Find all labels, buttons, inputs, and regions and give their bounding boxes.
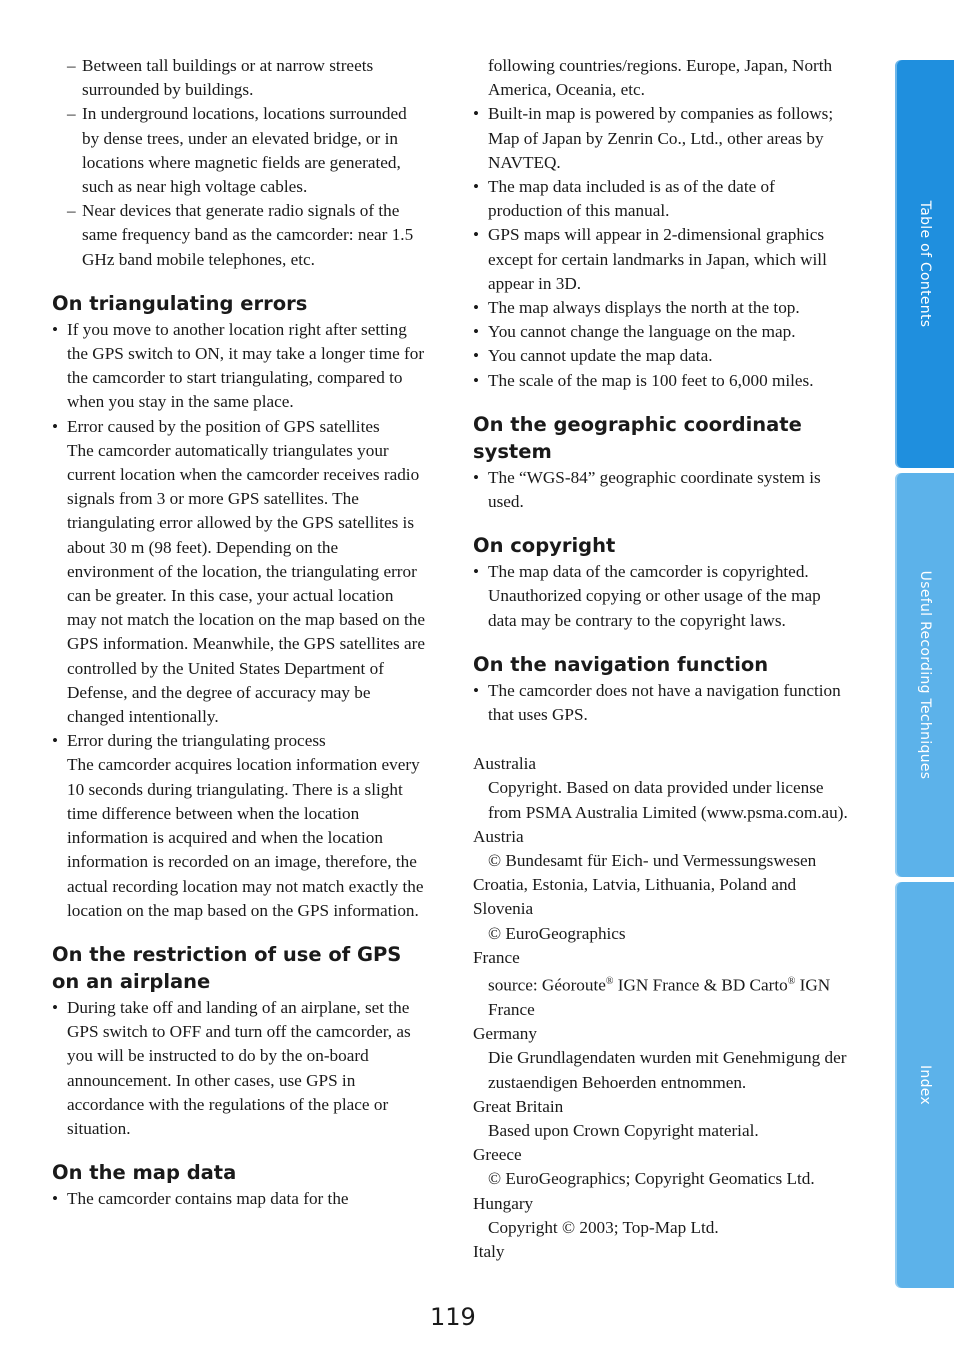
airplane-list xyxy=(52,996,427,1141)
heading-map-data: On the map data xyxy=(52,1161,237,1185)
credit-country: Croatia, Estonia, Latvia, Lithuania, Poland and Slovenia xyxy=(473,875,797,919)
bullet-item: • Built-in map is powered by companies as follows; Map of Japan by Zenrin Co., Ltd., other areas by NAVTEQ. xyxy=(473,102,853,175)
triangulating-list xyxy=(52,318,427,923)
registered-mark: ® xyxy=(787,976,796,988)
bullet-item: • You cannot change the language on the map. xyxy=(473,320,853,344)
bullet-item: • The map always displays the north at the top. xyxy=(473,296,853,320)
map-data-list xyxy=(52,1187,427,1211)
registered-mark: ® xyxy=(605,976,614,988)
left-column xyxy=(52,54,427,1211)
copyright-list xyxy=(473,560,853,633)
geo-list xyxy=(473,466,853,514)
bullet-item: • The camcorder contains map data for the xyxy=(52,1187,427,1211)
bullet-body: The camcorder acquires location information every 10 seconds during triangulating. There is a slight time difference between when the location information is acquired and when the location information is recorded on an image, therefore, the actual recording location may not match exactly the location on the map based on the GPS information. xyxy=(67,755,424,920)
credit-fragment: IGN France xyxy=(488,975,831,1020)
credit-text: © EuroGeographics; Copyright Geomatics Ltd. xyxy=(488,1169,815,1189)
dash-item: – In underground locations, locations surrounded by dense trees, under an elevated bridge, or in locations where magnetic fields are generated, such as near high voltage cables. xyxy=(52,102,427,199)
tab-label: Index xyxy=(916,1064,933,1106)
map-data-continued: following countries/regions. Europe, Japan, North America, Oceania, etc. xyxy=(488,56,833,100)
bullet-item: • The map data included is as of the date of production of this manual. xyxy=(473,175,853,223)
bullet-item: • The “WGS-84” geographic coordinate system is used. xyxy=(473,466,853,514)
spacer xyxy=(473,727,853,752)
tab-table-of-contents[interactable] xyxy=(895,60,954,468)
bullet-title: Error caused by the position of GPS satellites xyxy=(67,416,380,436)
credit-text: Copyright © 2003; Top-Map Ltd. xyxy=(488,1217,719,1237)
heading-triangulating-errors: On triangulating errors xyxy=(52,291,308,315)
heading-navigation: On the navigation function xyxy=(473,652,769,676)
credit-fragment: IGN France & BD Carto xyxy=(613,975,788,995)
credit-country: Hungary xyxy=(473,1193,534,1213)
bullet-item: • GPS maps will appear in 2-dimensional graphics except for certain landmarks in Japan, which will appear in 3D. xyxy=(473,223,853,296)
bullet-item xyxy=(52,415,427,730)
bullet-item: • You cannot update the map data. xyxy=(473,344,853,368)
credit-text: Based upon Crown Copyright material. xyxy=(488,1121,759,1141)
bullet-item: • The scale of the map is 100 feet to 6,000 miles. xyxy=(473,369,853,393)
credit-country: France xyxy=(473,947,520,967)
navigation-list xyxy=(473,679,853,727)
credit-text: © Bundesamt für Eich- und Vermessungswesen xyxy=(488,851,817,871)
dash-item: – Near devices that generate radio signals of the same frequency band as the camcorder: near 1.5 GHz band mobile telephones, etc. xyxy=(52,199,427,272)
credit-country: Great Britain xyxy=(473,1096,564,1116)
credit-country: Germany xyxy=(473,1024,537,1044)
credit-text: © EuroGeographics xyxy=(488,923,626,943)
bullet-item xyxy=(52,729,427,923)
credit-country: Austria xyxy=(473,826,524,846)
heading-copyright: On copyright xyxy=(473,534,616,558)
bullet-title: Error during the triangulating process xyxy=(67,731,326,751)
credit-fragment: source: Géoroute xyxy=(488,975,606,995)
dash-list xyxy=(52,54,427,272)
bullet-item: • The map data of the camcorder is copyrighted. Unauthorized copying or other usage of the map data may be contrary to the copyright laws. xyxy=(473,560,853,633)
tab-label: Table of Contents xyxy=(916,200,933,328)
bullet-body: The camcorder automatically triangulates your current location when the camcorder receives radio signals from 3 or more GPS satellites. The triangulating error allowed by the GPS satellites is about 30 m (98 feet). Depending on the environment of the location, the triangulating error can be greater. In this case, your actual location may not match the location on the map based on the GPS information. Meanwhile, the GPS satellites are controlled by the United States Department of Defense, and the degree of accuracy may be changed intentionally. xyxy=(67,440,426,727)
credit-text xyxy=(473,970,853,1022)
credit-text: Die Grundlagendaten wurden mit Genehmigung der zustaendigen Behoerden entnommen. xyxy=(488,1048,847,1092)
map-bullets xyxy=(473,102,853,392)
bullet-item: • If you move to another location right after setting the GPS switch to ON, it may take a longer time for the camcorder to start triangulating, compared to when you stay in the same place. xyxy=(52,318,427,415)
heading-geographic-coordinate: On the geographic coordinate system xyxy=(473,412,802,463)
tab-useful-recording-techniques[interactable] xyxy=(895,473,954,877)
bullet-item: • During take off and landing of an airplane, set the GPS switch to OFF and turn off the camcorder, as you will be instructed to do by the on-board announcement. In other cases, use GPS in accordance with the regulations of the place or situation. xyxy=(52,996,427,1141)
dash-item: – Between tall buildings or at narrow streets surrounded by buildings. xyxy=(52,54,427,102)
credit-country: Greece xyxy=(473,1145,522,1165)
tab-index[interactable] xyxy=(895,882,954,1288)
tab-label: Useful Recording Techniques xyxy=(916,570,933,780)
bullet-item: • The camcorder does not have a navigation function that uses GPS. xyxy=(473,679,853,727)
heading-airplane: On the restriction of use of GPS on an airplane xyxy=(52,942,402,993)
right-column xyxy=(473,54,853,1264)
page-number: 119 xyxy=(430,1303,476,1331)
credit-country: Italy xyxy=(473,1242,505,1262)
credit-text: Copyright. Based on data provided under license from PSMA Australia Limited (www.psma.com.au). xyxy=(488,778,848,822)
credit-country: Australia xyxy=(473,754,537,774)
